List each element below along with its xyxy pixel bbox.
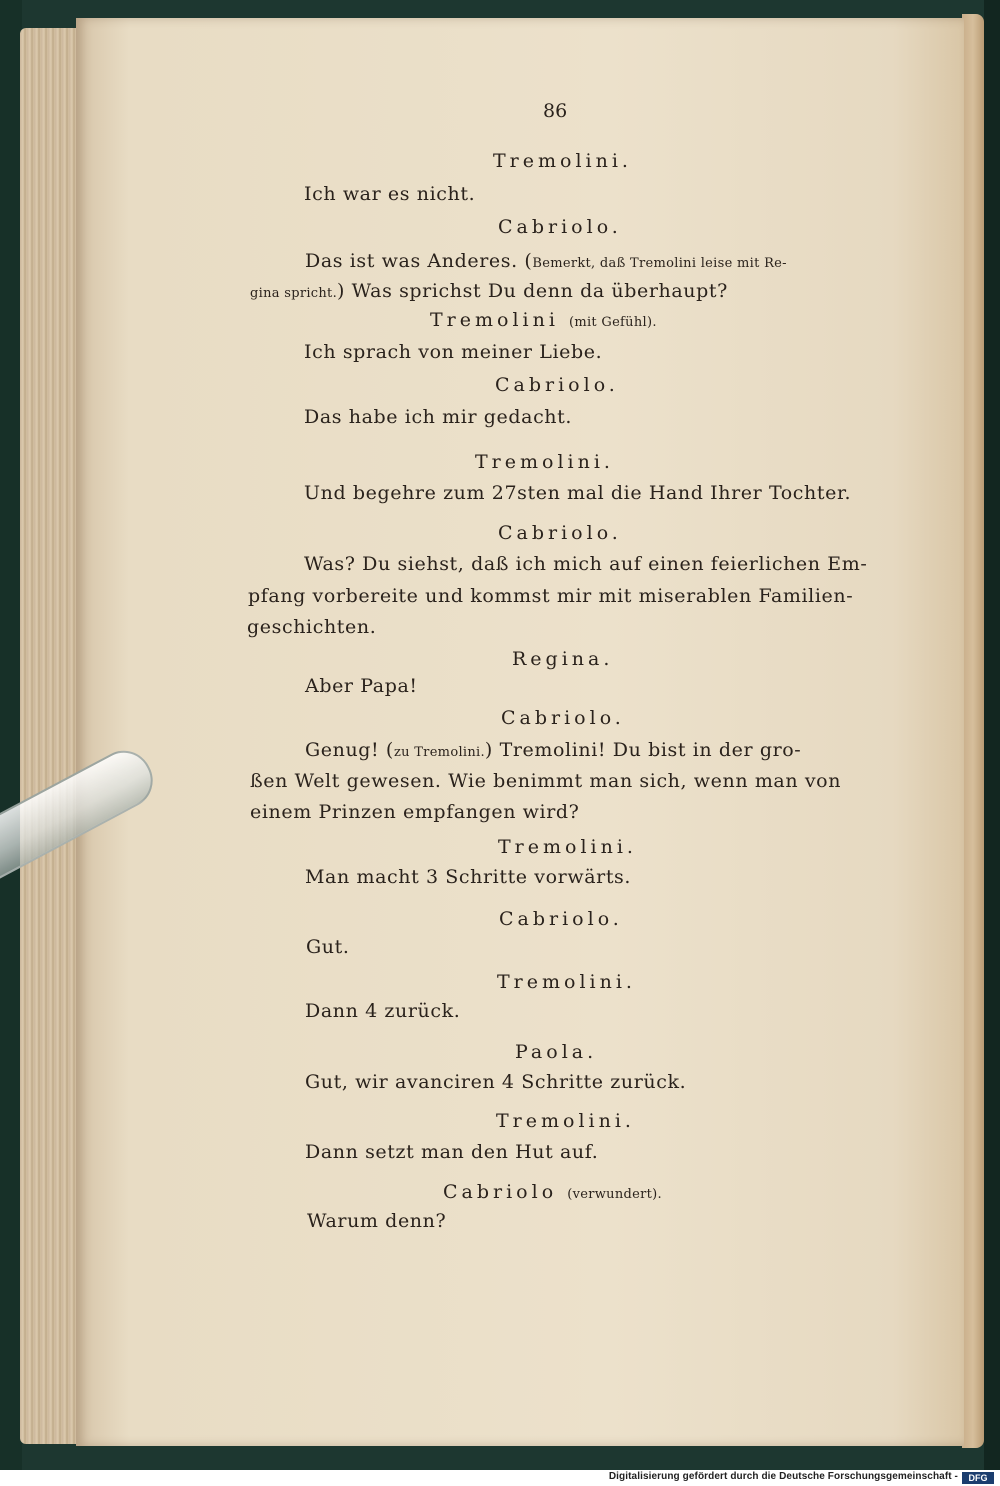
- dialogue-line: Und begehre zum 27sten mal die Hand Ihrer Tochter.: [304, 482, 852, 504]
- dialogue-line: ßen Welt gewesen. Wie benimmt man sich, wenn man von: [250, 770, 842, 792]
- dialogue-line: Dann 4 zurück.: [305, 1000, 461, 1022]
- dialogue-line: gina spricht.) Was sprichst Du denn da überhaupt?: [250, 280, 728, 302]
- speaker-name: Cabriolo.: [501, 707, 625, 729]
- speaker-name: Paola.: [515, 1041, 598, 1063]
- dialogue-line: Dann setzt man den Hut auf.: [305, 1141, 599, 1163]
- dialogue-line: Das habe ich mir gedacht.: [304, 406, 573, 428]
- page-edges: [20, 28, 82, 1444]
- dialogue-line: Das ist was Anderes. (Bemerkt, daß Tremolini leise mit Re-: [305, 250, 787, 272]
- book-cover-edge: [962, 14, 984, 1448]
- speaker-name: Cabriolo.: [499, 908, 623, 930]
- dialogue-line: Man macht 3 Schritte vorwärts.: [305, 866, 632, 888]
- dialogue-line: Was? Du siehst, daß ich mich auf einen feierlichen Em-: [304, 553, 868, 575]
- speaker-name: Tremolini.: [493, 150, 632, 172]
- dialogue-line: Aber Papa!: [305, 675, 418, 697]
- speaker-name: Cabriolo.: [498, 216, 622, 238]
- speaker-name: Regina.: [512, 648, 614, 670]
- dialogue-line: Ich war es nicht.: [304, 183, 476, 205]
- dialogue-line: geschichten.: [247, 616, 377, 638]
- speaker-name: Cabriolo.: [498, 522, 622, 544]
- speaker-name: Tremolini (mit Gefühl).: [430, 309, 657, 331]
- scanner-background-right: [984, 0, 1000, 1470]
- digitization-credit: Digitalisierung gefördert durch die Deutsche Forschungsgemeinschaft -: [608, 1471, 958, 1482]
- speaker-name: Tremolini.: [498, 836, 637, 858]
- speaker-name: Cabriolo (verwundert).: [443, 1181, 662, 1203]
- dialogue-line: Gut, wir avanciren 4 Schritte zurück.: [305, 1071, 687, 1093]
- dialogue-line: Gut.: [306, 936, 350, 958]
- scanner-background-left: [0, 0, 22, 1470]
- speaker-name: Tremolini.: [497, 971, 636, 993]
- dialogue-line: einem Prinzen empfangen wird?: [250, 801, 580, 823]
- dialogue-line: Genug! (zu Tremolini.) Tremolini! Du bist in der gro-: [305, 739, 802, 761]
- dialogue-line: pfang vorbereite und kommst mir mit miserablen Familien-: [248, 585, 854, 607]
- speaker-name: Cabriolo.: [495, 374, 619, 396]
- dialogue-line: Ich sprach von meiner Liebe.: [304, 341, 603, 363]
- dialogue-line: Warum denn?: [307, 1210, 447, 1232]
- page-number: 86: [543, 100, 568, 122]
- dfg-logo: DFG: [962, 1472, 994, 1484]
- speaker-name: Tremolini.: [496, 1110, 635, 1132]
- speaker-name: Tremolini.: [475, 451, 614, 473]
